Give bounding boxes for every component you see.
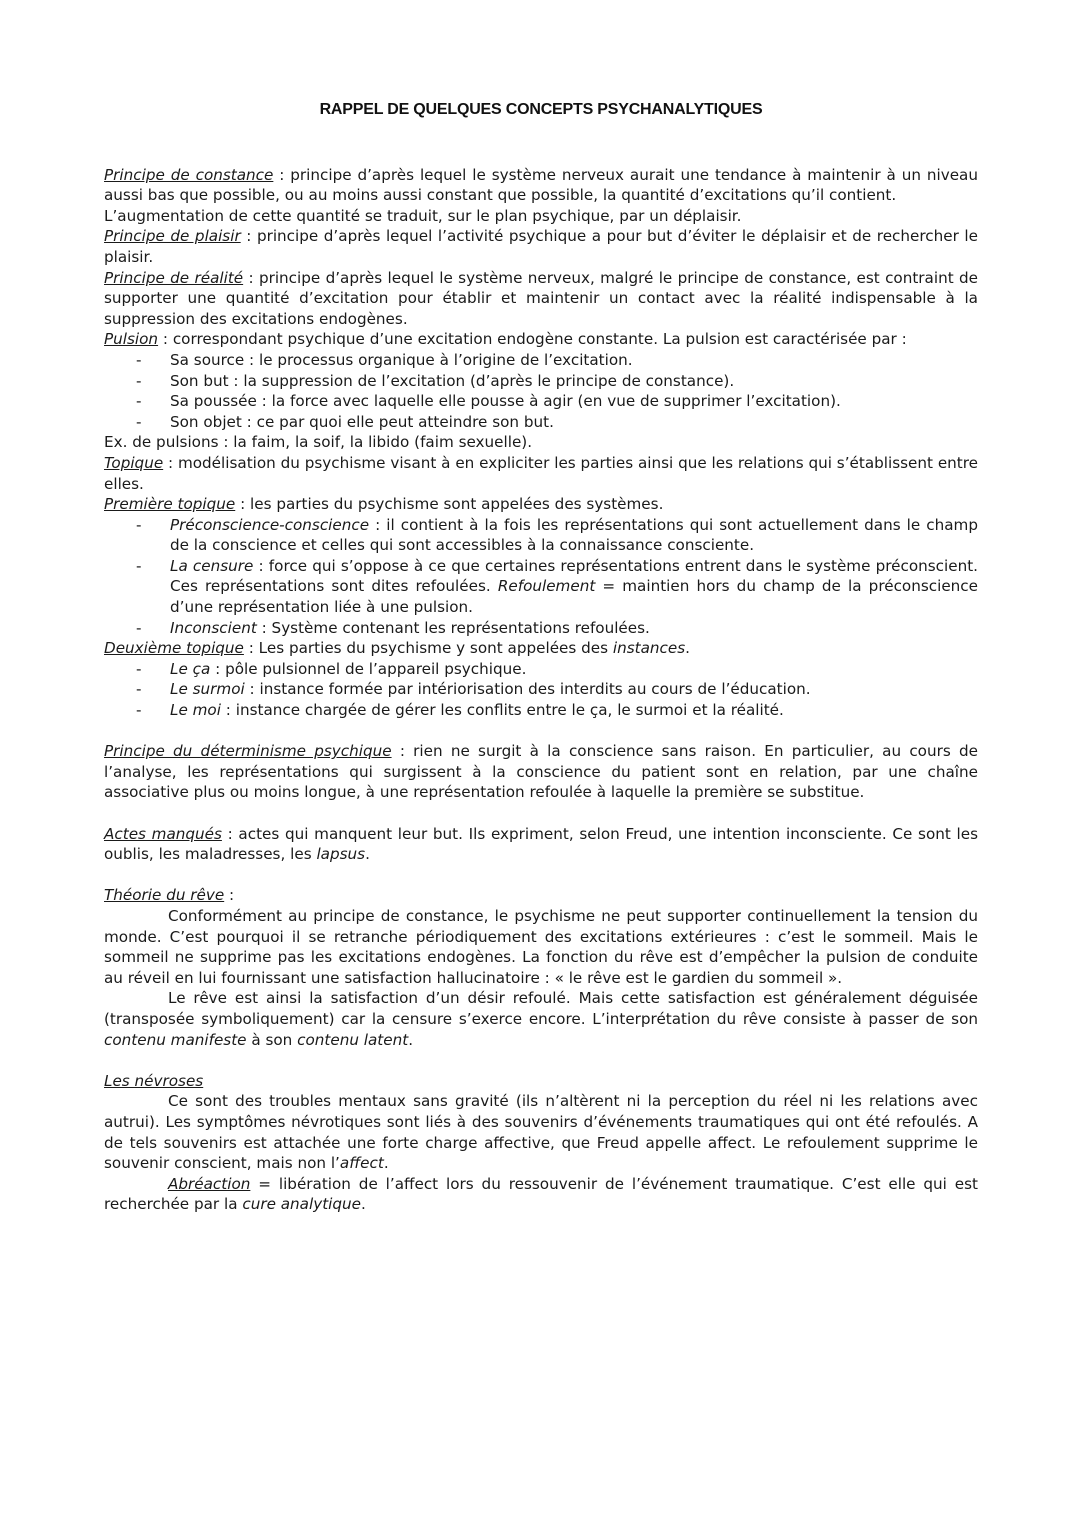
paragraph-reve-1: Conformément au principe de constance, le psychisme ne peut supporter continuellement la tension du monde. C’est pourquoi il se retranche périodiquement des excitations extérieures : c’est le sommeil. Mais le sommeil ne supprime pas les excitations endogènes. La fonction du rêve est d’empêcher la pulsion de conduite au réveil en lui fournissant une satisfaction hallucinatoire : « le rêve est le gardien du sommeil ».	[104, 906, 978, 987]
paragraph-principe-plaisir	[104, 226, 978, 267]
page-title: RAPPEL DE QUELQUES CONCEPTS PSYCHANALYTIQUES	[319, 101, 763, 118]
paragraph-determinisme	[104, 741, 978, 803]
term-pulsion: Pulsion	[104, 330, 159, 349]
punctuation: .	[408, 1030, 414, 1049]
paragraph-text: = libération de l’affect lors du ressouvenir de l’événement traumatique. C’est elle qui est recherchée par la	[104, 1174, 978, 1214]
definition-text: : rien ne surgit à la conscience sans raison. En particulier, au cours de l’analyse, les représentations qui surgissent à la conscience du patient sont en relation, par une chaîne associative plus ou moins longue, à une représentation refoulée à laquelle la première se substitue.	[104, 742, 978, 802]
term-preconscience: Préconscience-conscience	[170, 515, 370, 534]
list-item	[104, 700, 978, 721]
spacer	[104, 721, 978, 742]
pulsion-list	[104, 350, 978, 432]
term-ca: Le ça	[170, 659, 211, 678]
paragraph-nevroses-1	[104, 1091, 978, 1173]
paragraph-reve-2	[104, 988, 978, 1050]
punctuation: :	[224, 886, 235, 905]
term-theorie-reve: Théorie du rêve	[104, 886, 225, 905]
list-item-text: : il contient à la fois les représentations qui sont actuellement dans le champ de la conscience et celles qui sont accessibles à la connaissance consciente.	[170, 515, 978, 555]
list-item-text: : pôle pulsionnel de l’appareil psychique.	[210, 659, 527, 678]
deuxieme-topique-list	[104, 659, 978, 721]
list-item	[104, 659, 978, 680]
term-principe-realite: Principe de réalité	[104, 268, 244, 287]
term-contenu-manifeste: contenu manifeste	[104, 1030, 247, 1049]
term-refoulement: Refoulement	[497, 577, 596, 596]
spacer	[104, 803, 978, 824]
list-item: - Son but : la suppression de l’excitation (d’après le principe de constance).	[104, 371, 978, 392]
punctuation: .	[365, 845, 370, 864]
term-moi: Le moi	[170, 701, 221, 720]
list-item: - Sa poussée : la force avec laquelle elle pousse à agir (en vue de supprimer l’excitation).	[104, 391, 978, 412]
definition-text: : correspondant psychique d’une excitation endogène constante. La pulsion est caractérisée par :	[158, 330, 907, 349]
definition-text: : principe d’après lequel l’activité psychique a pour but d’éviter le déplaisir et de rechercher le plaisir.	[104, 227, 978, 266]
paragraph-deuxieme-topique	[104, 638, 978, 659]
list-item	[104, 618, 978, 639]
list-item-text: : instance formée par intériorisation des interdits au cours de l’éducation.	[244, 680, 811, 699]
heading-theorie-reve	[104, 885, 978, 906]
term-actes-manques: Actes manqués	[104, 824, 222, 843]
paragraph-premiere-topique	[104, 494, 978, 515]
paragraph-abreaction	[104, 1174, 978, 1215]
heading-nevroses	[104, 1071, 978, 1092]
paragraph-text: Ce sont des troubles mentaux sans gravité (ils n’altèrent ni la perception du réel ni les relations avec autrui). Les symptômes névrotiques sont liés à des souvenirs d’événements traumatiques qui ont été refoulés. A de tels souvenirs est attachée une forte charge affective, que Freud appelle affect. Le refoulement supprime le souvenir conscient, mais non l’	[104, 1092, 978, 1173]
term-principe-plaisir: Principe de plaisir	[104, 227, 241, 246]
definition-text: : actes qui manquent leur but. Ils expriment, selon Freud, une intention inconsciente. Ce sont les oublis, les maladresses, les	[104, 824, 979, 864]
document-page	[104, 100, 978, 1215]
paragraph-text: Le rêve est ainsi la satisfaction d’un désir refoulé. Mais cette satisfaction est généralement déguisée (transposée symboliquement) car la censure s’exerce encore. L’interprétation du rêve consiste à passer de son	[104, 989, 978, 1028]
term-nevroses: Les névroses	[104, 1071, 204, 1090]
list-item	[104, 556, 978, 618]
term-inconscient: Inconscient	[170, 618, 257, 637]
list-item-text: : Système contenant les représentations refoulées.	[256, 618, 650, 637]
term-principe-constance: Principe de constance	[104, 165, 274, 184]
paragraph-augmentation: L’augmentation de cette quantité se traduit, sur le plan psychique, par un déplaisir.	[104, 206, 742, 225]
definition-text: : les parties du psychisme sont appelées des systèmes.	[235, 495, 664, 514]
term-lapsus: lapsus	[316, 845, 366, 864]
list-item-text: : instance chargée de gérer les conflits entre le ça, le surmoi et la réalité.	[220, 701, 784, 720]
term-contenu-latent: contenu latent	[297, 1030, 409, 1049]
list-item: - Sa source : le processus organique à l’origine de l’excitation.	[104, 350, 978, 371]
paragraph-principe-realite	[104, 268, 978, 330]
term-surmoi: Le surmoi	[170, 680, 245, 699]
punctuation: .	[383, 1154, 389, 1173]
term-cure-analytique: cure analytique	[242, 1195, 361, 1214]
definition-text: : principe d’après lequel le système nerveux, malgré le principe de constance, est contraint de supporter une quantité d’excitation pour établir et maintenir un contact avec la réalité indispensable à la suppression des excitations endogènes.	[104, 268, 978, 328]
definition-text: : modélisation du psychisme visant à en expliciter les parties ainsi que les relations qui s’établissent entre elles.	[104, 453, 978, 493]
term-premiere-topique: Première topique	[104, 495, 236, 514]
paragraph-principe-constance	[104, 165, 978, 206]
term-topique: Topique	[104, 453, 164, 472]
list-item-text: = maintien hors du champ de la préconscience d’une représentation liée à une pulsion.	[170, 577, 978, 617]
punctuation: .	[360, 1195, 366, 1214]
paragraph-pulsion-example: Ex. de pulsions : la faim, la soif, la libido (faim sexuelle).	[104, 433, 533, 452]
term-abreaction: Abréaction	[168, 1174, 251, 1193]
paragraph-actes-manques	[104, 824, 978, 865]
list-item	[104, 515, 978, 556]
definition-text: : Les parties du psychisme y sont appelées des	[243, 639, 613, 658]
term-instances: instances	[612, 639, 686, 658]
list-item	[104, 679, 978, 700]
paragraph-text: à son	[246, 1030, 298, 1049]
term-deuxieme-topique: Deuxième topique	[104, 639, 244, 658]
list-item: - Son objet : ce par quoi elle peut atteindre son but.	[104, 412, 978, 433]
spacer	[104, 865, 978, 886]
term-affect: affect	[339, 1154, 384, 1173]
spacer	[104, 1050, 978, 1071]
paragraph-pulsion	[104, 329, 978, 350]
definition-text: : principe d’après lequel le système nerveux aurait une tendance à maintenir à un niveau aussi bas que possible, ou au moins aussi constant que possible, la quantité d’excitations qu’il contient.	[104, 165, 978, 205]
list-item-text: : force qui s’oppose à ce que certaines représentations entrent dans le système préconscient. Ces représentations sont dites refoulées.	[170, 556, 978, 596]
term-determinisme: Principe du déterminisme psychique	[104, 742, 392, 761]
punctuation: .	[685, 639, 690, 658]
paragraph-topique	[104, 453, 978, 494]
premiere-topique-list	[104, 515, 978, 639]
term-censure: La censure	[170, 556, 254, 575]
